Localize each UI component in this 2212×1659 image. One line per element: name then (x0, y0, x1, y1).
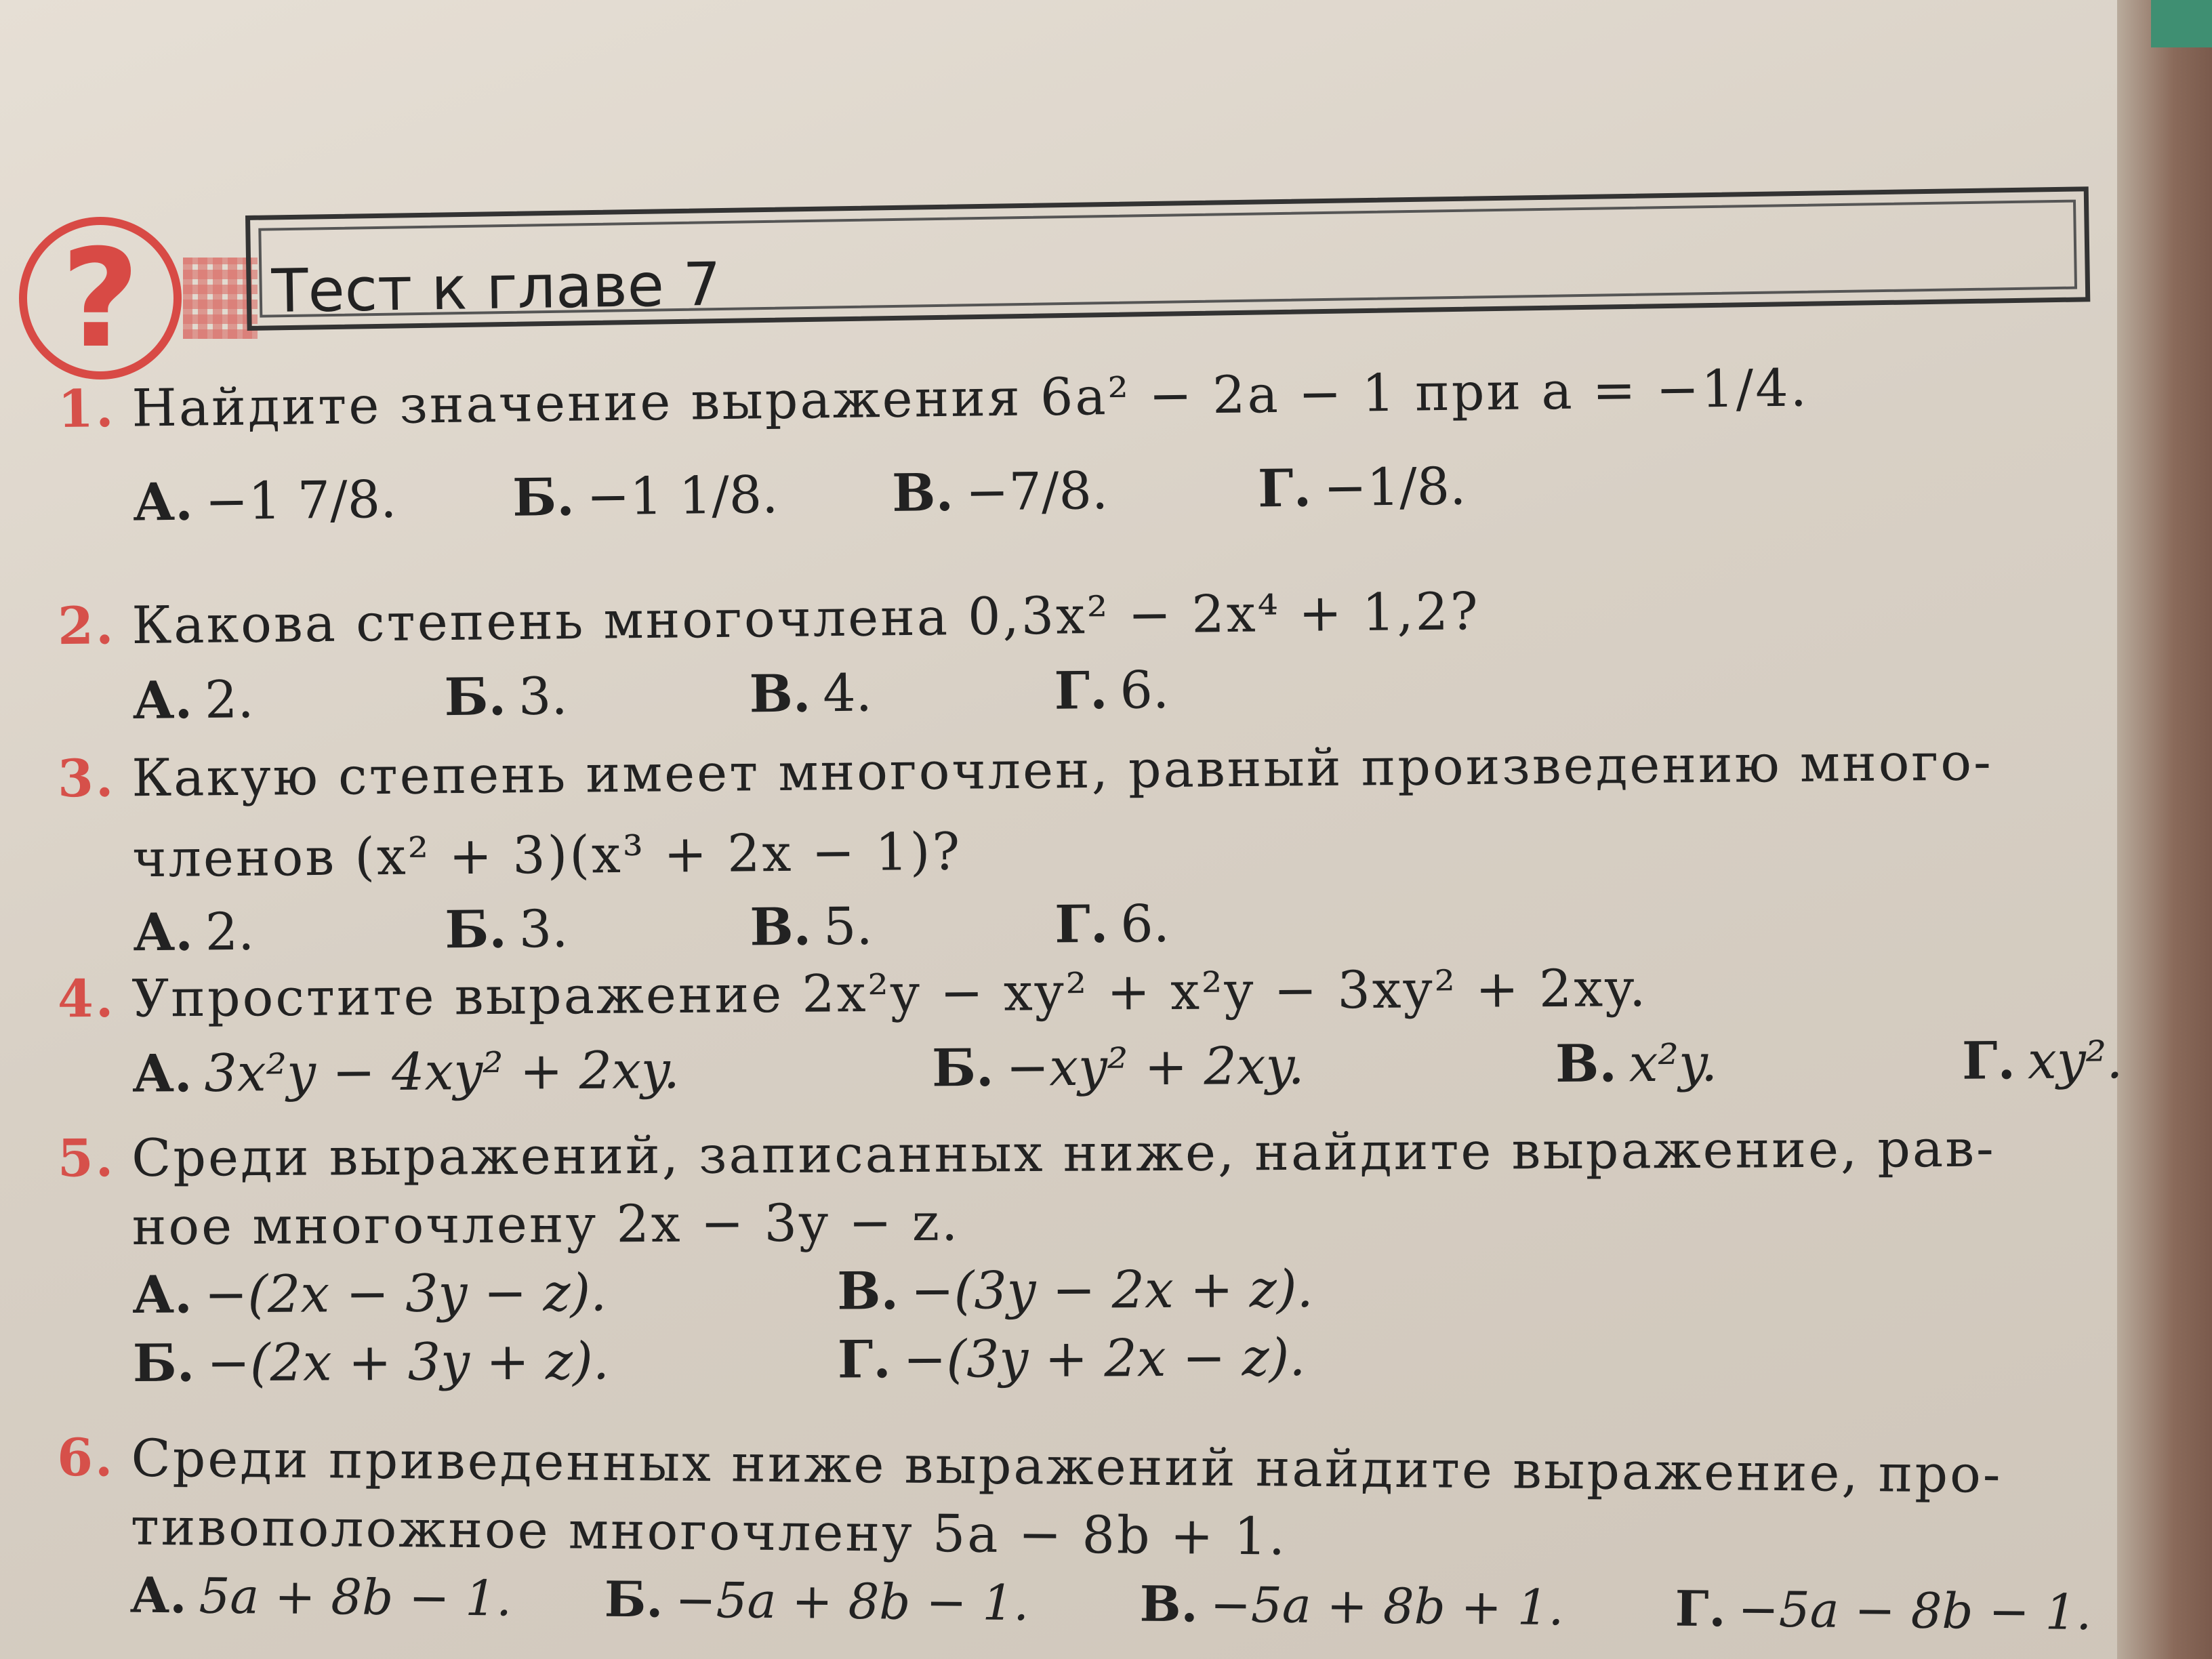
option-g: Г. 6. (1054, 893, 1170, 955)
option-v: В. 5. (749, 895, 873, 958)
question-6 (0, 1427, 2135, 1641)
question-1 (0, 354, 2137, 534)
question-text: Найдите значение выражения 6a² − 2a − 1 при a = −1/4. (131, 357, 1809, 438)
question-text: Какова степень многочлена 0,3x² − 2x⁴ + 1,2? (131, 581, 1481, 655)
question-number: 6. (56, 1427, 115, 1488)
question-4 (0, 954, 2135, 1105)
question-text: Упростите выражение 2x²y − xy² + x²y − 3xy² + 2xy. (131, 958, 1648, 1029)
option-g: Г. −(3y + 2x − z). (837, 1326, 1306, 1390)
option-a: А. 2. (132, 669, 254, 731)
question-number: 4. (57, 968, 116, 1029)
option-g: Г. xy². (1961, 1029, 2123, 1091)
question-text-cont: ное многочлену 2x − 3y − z. (131, 1191, 960, 1256)
question-3 (0, 731, 2137, 964)
question-number: 5. (57, 1128, 116, 1189)
option-b: Б. 3. (444, 898, 569, 960)
question-text: Среди приведенных ниже выражений найдите выражение, про- (131, 1427, 2003, 1504)
page-title: Тест к главе 7 (271, 249, 722, 326)
question-number: 2. (57, 595, 116, 657)
question-number: 3. (57, 747, 116, 809)
option-a: А. 5a + 8b − 1. (129, 1565, 512, 1627)
question-text: Среди выражений, записанных ниже, найдите выражение, рав- (131, 1118, 1996, 1188)
option-b: Б. −1 1/8. (512, 464, 779, 528)
option-g: Г. −1/8. (1257, 455, 1467, 519)
question-text-cont: тивоположное многочлену 5a − 8b + 1. (130, 1496, 1288, 1567)
option-b: Б. −xy² + 2xy. (931, 1035, 1305, 1099)
option-g: Г. −5a − 8b − 1. (1675, 1579, 2092, 1641)
question-number: 1. (57, 377, 117, 439)
option-a: А. −1 7/8. (132, 468, 397, 533)
question-2 (0, 574, 2136, 732)
option-b: Б. −5a + 8b − 1. (604, 1570, 1029, 1632)
question-text-cont: членов (x² + 3)(x³ + 2x − 1)? (132, 821, 962, 889)
question-text: Какую степень имеет многочлен, равный произведению много- (131, 731, 1994, 808)
question-mark-icon: ? (19, 217, 182, 380)
option-b: Б. 3. (444, 665, 568, 728)
question-5 (0, 1118, 2136, 1394)
option-a: А. 2. (132, 901, 255, 963)
bookmark-ribbon (2151, 0, 2212, 47)
option-v: В. −7/8. (891, 460, 1109, 523)
option-a: А. −(2x − 3y − z). (132, 1262, 607, 1325)
option-v: В. x²y. (1555, 1032, 1718, 1094)
option-b: Б. −(2x + 3y + z). (132, 1330, 610, 1393)
option-v: В. −(3y − 2x + z). (837, 1258, 1313, 1322)
option-v: В. 4. (749, 662, 873, 724)
option-a: А. 3x²y − 4xy² + 2xy. (131, 1040, 680, 1104)
option-v: В. −5a + 8b + 1. (1139, 1574, 1564, 1637)
option-g: Г. 6. (1054, 659, 1170, 721)
